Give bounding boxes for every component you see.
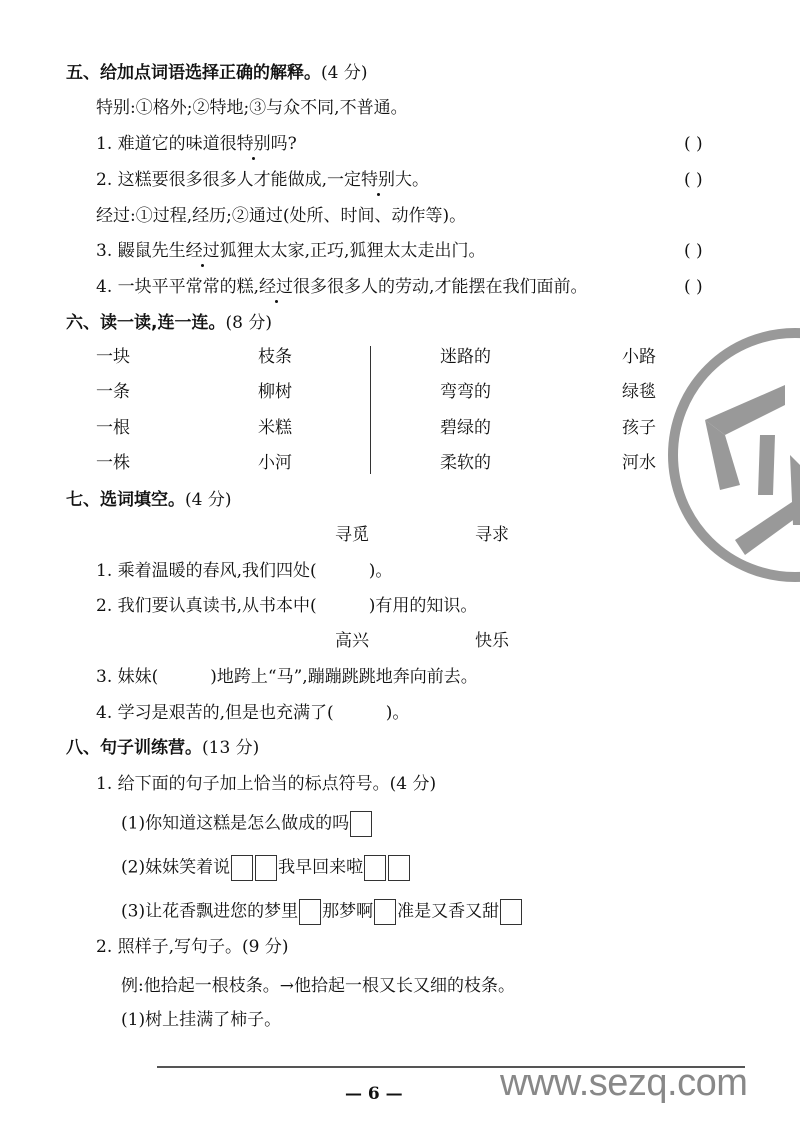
question-text: 吗?	[270, 134, 297, 154]
example-sentence: 例:他拾起一根枝条。→他拾起一根又长又细的枝条。	[121, 976, 515, 996]
word-choice: 快乐	[475, 631, 509, 651]
rewrite-sentence-1: (1)树上挂满了柿子。	[121, 1010, 282, 1030]
site-watermark: www.sezq.com	[500, 1062, 748, 1104]
question-text: 难道它的味道很	[117, 134, 237, 154]
section-6-score: (8 分)	[225, 313, 272, 333]
question-text: 大。	[395, 170, 430, 190]
section-7-heading	[66, 489, 231, 511]
punctuation-box[interactable]	[299, 899, 321, 925]
question-text: 很多很多人的劳动,才能摆在我们面前。	[293, 277, 588, 297]
question-7-1	[96, 560, 392, 582]
question-text: )。	[368, 561, 393, 581]
question-text: 这糕要很多很多人才能做成,一定	[117, 170, 362, 190]
punctuation-sentence-1	[121, 811, 373, 837]
sentence-text: 准是又香又甜	[397, 901, 500, 922]
section-5-title: 五、给加点词语选择正确的解释。	[66, 63, 321, 83]
question-text: 狐狸太太家,正巧,狐狸太太走出门。	[219, 241, 486, 261]
question-5-4	[96, 276, 587, 298]
punctuation-box[interactable]	[374, 899, 396, 925]
question-8-1-prompt: 1. 给下面的句子加上恰当的标点符号。(4 分)	[96, 774, 437, 794]
question-5-2	[96, 169, 429, 191]
match-right-item[interactable]: 米糕	[258, 418, 292, 438]
match-right-item[interactable]: 河水	[622, 453, 656, 473]
question-text: 鼹鼠先生	[117, 241, 186, 261]
match-right-item[interactable]: 小河	[258, 453, 292, 473]
stamp-watermark-icon	[665, 325, 800, 585]
column-divider	[370, 346, 371, 474]
match-left-item[interactable]: 柔软的	[440, 453, 491, 473]
answer-blank-5-2[interactable]: ( )	[684, 170, 703, 190]
question-7-3	[96, 666, 478, 688]
question-8-2-prompt: 2. 照样子,写句子。(9 分)	[96, 937, 289, 957]
match-left-item[interactable]: 一株	[96, 453, 130, 473]
answer-blank-5-1[interactable]: ( )	[684, 134, 703, 154]
punctuation-box[interactable]	[350, 811, 372, 837]
match-left-item[interactable]: 一根	[96, 418, 130, 438]
match-right-item[interactable]: 枝条	[258, 347, 292, 367]
dotted-word: 特别	[236, 134, 271, 154]
sentence-text: (1)你知道这糕是怎么做成的吗	[121, 813, 350, 834]
dotted-word: 特别	[361, 170, 396, 190]
question-number: 4.	[96, 703, 113, 723]
definition-jingguo: 经过:①过程,经历;②通过(处所、时间、动作等)。	[96, 206, 467, 226]
question-text: 一块平平常常的糕,	[117, 277, 260, 297]
section-8-title: 八、句子训练营。	[66, 738, 202, 758]
match-left-item[interactable]: 迷路的	[440, 347, 491, 367]
punctuation-box[interactable]	[388, 855, 410, 881]
match-left-item[interactable]: 一块	[96, 347, 130, 367]
match-left-item[interactable]: 弯弯的	[440, 382, 491, 402]
match-right-item[interactable]: 小路	[622, 347, 656, 367]
question-7-4	[96, 702, 409, 724]
question-7-2	[96, 595, 477, 617]
sentence-text: (2)妹妹笑着说	[121, 857, 231, 878]
sentence-text: (3)让花香飘进您的梦里	[121, 901, 299, 922]
question-number: 3.	[96, 667, 113, 687]
page-number: — 6 —	[345, 1084, 403, 1104]
word-choice: 寻觅	[335, 525, 369, 545]
match-right-item[interactable]: 柳树	[258, 382, 292, 402]
question-number: 1.	[96, 134, 113, 154]
question-number: 1.	[96, 561, 113, 581]
punctuation-box[interactable]	[364, 855, 386, 881]
question-text: )有用的知识。	[368, 596, 478, 616]
punctuation-box[interactable]	[500, 899, 522, 925]
section-8-heading	[66, 737, 259, 759]
definition-tebie: 特别:①格外;②特地;③与众不同,不普通。	[96, 98, 408, 118]
answer-blank-5-4[interactable]: ( )	[684, 277, 703, 297]
sentence-text: 那梦啊	[322, 901, 374, 922]
section-6-heading	[66, 312, 272, 334]
section-5-score: (4 分)	[321, 63, 368, 83]
question-number: 2.	[96, 596, 113, 616]
section-7-title: 七、选词填空。	[66, 490, 185, 510]
question-5-3	[96, 240, 485, 262]
answer-blank-5-3[interactable]: ( )	[684, 241, 703, 261]
question-text: )。	[385, 703, 410, 723]
punctuation-sentence-2	[121, 855, 411, 881]
question-number: 3.	[96, 241, 113, 261]
punctuation-box[interactable]	[231, 855, 253, 881]
question-text: 学习是艰苦的,但是也充满了(	[117, 703, 334, 723]
dotted-word: 经过	[185, 241, 220, 261]
sentence-text: 我早回来啦	[278, 857, 364, 878]
word-choice: 寻求	[475, 525, 509, 545]
question-5-1	[96, 133, 297, 155]
question-number: 2.	[96, 170, 113, 190]
question-text: )地跨上“马”,蹦蹦跳跳地奔向前去。	[210, 667, 478, 687]
word-choice: 高兴	[335, 631, 369, 651]
section-6-title: 六、读一读,连一连。	[66, 313, 226, 333]
question-number: 4.	[96, 277, 113, 297]
dotted-word: 经过	[259, 277, 294, 297]
match-right-item[interactable]: 孩子	[622, 418, 656, 438]
match-right-item[interactable]: 绿毯	[622, 382, 656, 402]
question-text: 乘着温暖的春风,我们四处(	[117, 561, 317, 581]
question-text: 我们要认真读书,从书本中(	[117, 596, 317, 616]
match-left-item[interactable]: 一条	[96, 382, 130, 402]
section-7-score: (4 分)	[185, 490, 232, 510]
punctuation-box[interactable]	[255, 855, 277, 881]
match-left-item[interactable]: 碧绿的	[440, 418, 491, 438]
question-text: 妹妹(	[117, 667, 159, 687]
punctuation-sentence-3	[121, 899, 523, 925]
section-5-heading	[66, 62, 367, 84]
section-8-score: (13 分)	[202, 738, 260, 758]
